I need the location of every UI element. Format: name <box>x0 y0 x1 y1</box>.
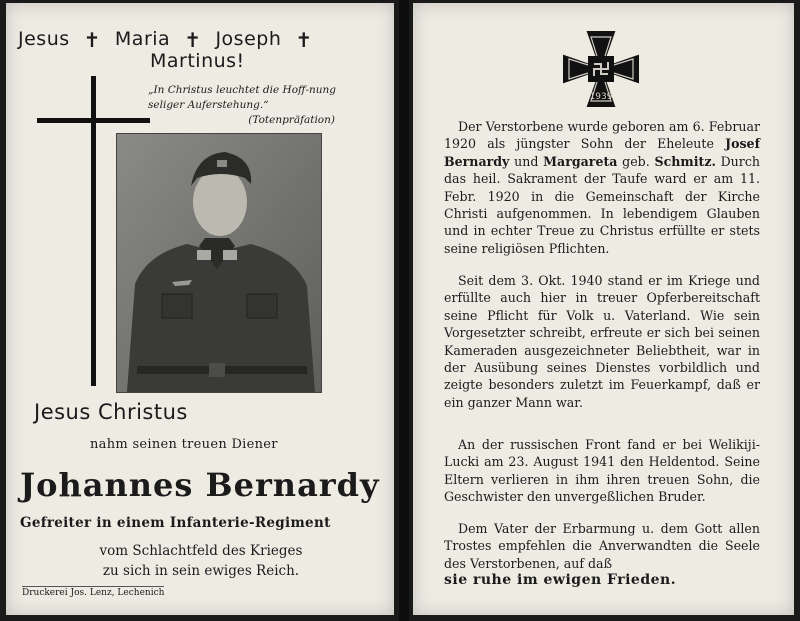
medal-year: 1939 <box>589 92 613 102</box>
iron-cross-icon <box>560 28 642 110</box>
large-cross-bar <box>37 118 150 123</box>
father-name: Josef Bernardy <box>444 136 760 169</box>
field-line-1: vom Schlachtfeld des Krieges <box>99 543 303 559</box>
bio-paragraph-1 <box>444 118 760 257</box>
battlefield-lines <box>76 541 326 581</box>
cross-icon: ✝ <box>83 28 101 52</box>
soldier-portrait-photo <box>116 133 322 393</box>
bio-paragraph-3 <box>444 436 760 506</box>
name-martinus: Martinus! <box>150 50 245 72</box>
bio-paragraph-4 <box>444 520 760 590</box>
holy-names-header <box>18 28 358 72</box>
printer-credit: Druckerei Jos. Lenz, Lechenich <box>22 588 165 598</box>
quote-source: (Totenpräfation) <box>248 114 335 126</box>
took-servant-line: nahm seinen treuen Diener <box>90 437 278 452</box>
rank-line: Gefreiter in einem Infanterie-Regiment <box>20 515 331 531</box>
para4-text: Dem Vater der Erbarmung u. dem Gott allen Trostes empfehlen die Anverwandten die Seele des Verstorbenen, auf daß <box>444 521 760 571</box>
jesus-christus-heading: Jesus Christus <box>34 400 188 424</box>
para1-text-a: Der Verstorbene wurde geboren am 6. Februar 1920 als jüngster Sohn der Eheleute <box>444 119 760 152</box>
cross-icon: ✝ <box>184 28 202 52</box>
name-maria: Maria <box>114 28 171 50</box>
para2-text: Seit dem 3. Okt. 1940 stand er im Kriege und erfüllte auch hier in treuer Opferbereitschaft seine Pflicht für Volk u. Vaterland. Wie sein Vorgesetzter schreibt, erfreute er sich bei seinen Kameraden ausgezeichneter Beliebtheit, war in der Ausübung seines Dienstes vorbildlich und zeigte besonders zuletzt im Feuerkampf, daß er ein ganzer Mann war. <box>444 273 760 410</box>
cross-icon: ✝ <box>295 28 313 52</box>
para1-text-c: geb. <box>617 153 655 169</box>
field-line-2: zu sich in sein ewiges Reich. <box>102 563 300 579</box>
deceased-name: Johannes Bernardy <box>20 466 380 504</box>
closing-blessing: sie ruhe im ewigen Frieden. <box>444 572 677 589</box>
portrait-image <box>117 134 321 392</box>
mother-name: Margareta <box>543 153 618 169</box>
scripture-quote <box>148 83 363 128</box>
mother-maiden-name: Schmitz. <box>654 153 716 169</box>
name-joseph: Joseph <box>215 28 282 50</box>
para1-text-d: Durch das heil. Sakrament der Taufe ward er am 11. Febr. 1920 in die Gemeinschaft der Kirche Christi aufgenommen. In lebendigem Glauben und in echter Treue zu Christus erfüllte er stets seine religiösen Pflichten. <box>444 153 760 256</box>
quote-text: „In Christus leuchtet die Hoff-nung seliger Auferstehung.“ <box>148 84 337 111</box>
name-jesus: Jesus <box>18 28 70 50</box>
para1-text-b: und <box>509 153 544 169</box>
card-fold <box>399 0 409 621</box>
bio-paragraph-2 <box>444 272 760 411</box>
para3-text: An der russischen Front fand er bei Welikiji-Lucki am 23. August 1941 den Heldentod. Seine Eltern verlieren in ihm ihren treuen Sohn, die Geschwister den unvergeßlichen Bruder. <box>444 437 760 505</box>
